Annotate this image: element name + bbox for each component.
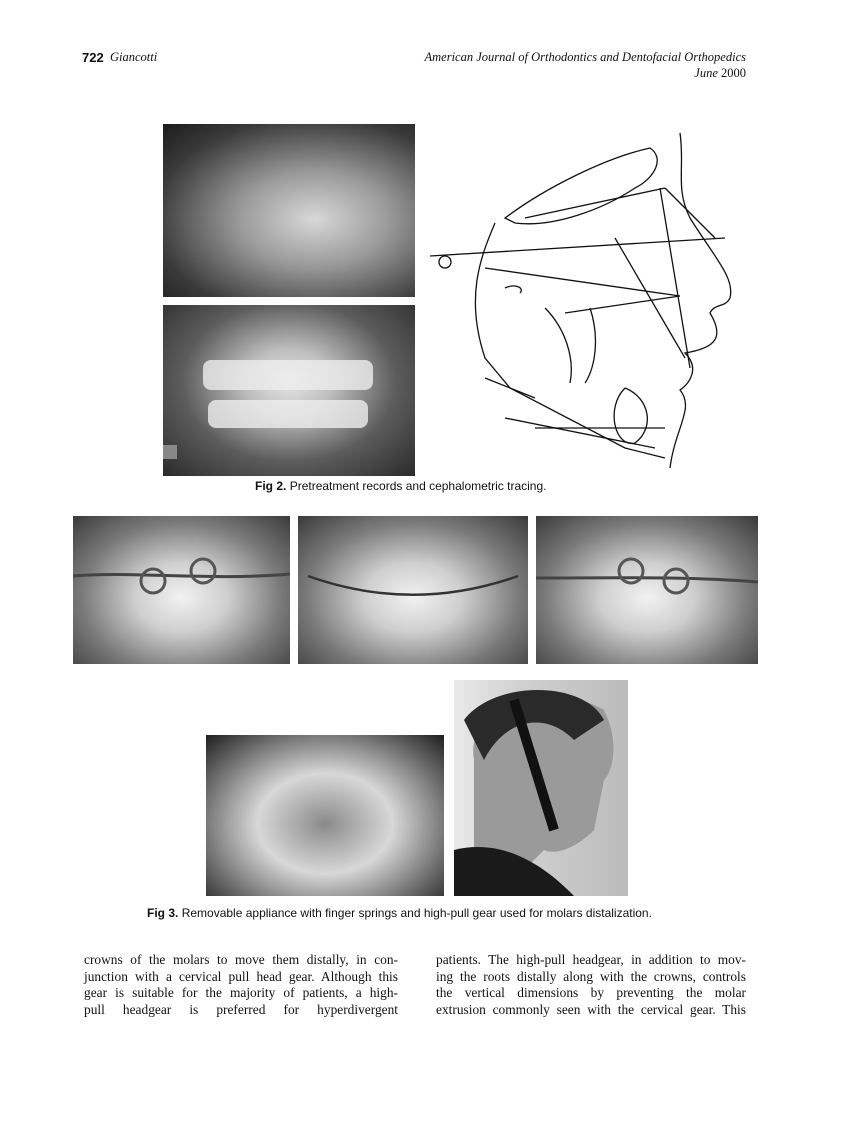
running-author: Giancotti bbox=[110, 50, 158, 64]
text-line: pull headgear is preferred for hyperdivergent bbox=[84, 1001, 398, 1017]
text-line: crowns of the molars to move them distally, in con- bbox=[84, 952, 398, 967]
frontal-photo bbox=[298, 516, 528, 664]
body-right-column bbox=[436, 952, 746, 1018]
figure-2-label: Fig 2. bbox=[255, 479, 287, 493]
text-line: gear is suitable for the majority of patients, a high- bbox=[84, 985, 398, 1000]
issue-date bbox=[694, 66, 746, 81]
page-number: 722 bbox=[82, 50, 104, 65]
occlusal-photo bbox=[206, 735, 444, 896]
text-line: extrusion commonly seen with the cervical gear. This bbox=[436, 1001, 746, 1017]
figure-2-caption-text: Pretreatment records and cephalometric tracing. bbox=[289, 479, 547, 493]
panoramic-radiograph-image bbox=[163, 305, 415, 476]
figure-3-caption-text: Removable appliance with finger springs and high-pull gear used for molars distalization. bbox=[181, 906, 652, 920]
text-line: patients. The high-pull headgear, in addition to mov- bbox=[436, 952, 746, 967]
left-buccal-photo bbox=[536, 516, 758, 664]
right-buccal-photo bbox=[73, 516, 290, 664]
issue-year: 2000 bbox=[721, 66, 746, 80]
body-left-column bbox=[84, 952, 398, 1018]
text-line: junction with a cervical pull head gear. Although this bbox=[84, 968, 398, 984]
issue-month: June bbox=[694, 66, 718, 80]
teeth-rows-graphic bbox=[163, 305, 415, 476]
cephalometric-tracing bbox=[425, 128, 745, 476]
text-line: ing the roots distally along with the crowns, controls bbox=[436, 968, 746, 984]
profile-headgear-photo bbox=[454, 680, 628, 896]
marker-icon bbox=[163, 445, 177, 459]
journal-title: American Journal of Orthodontics and Dentofacial Orthopedics bbox=[424, 50, 746, 64]
text-line: the vertical dimensions by preventing the molar bbox=[436, 985, 746, 1000]
lateral-cephalogram-image bbox=[163, 124, 415, 297]
figure-2-caption bbox=[255, 479, 546, 493]
figure-3-label: Fig 3. bbox=[147, 906, 179, 920]
figure-3-caption bbox=[147, 906, 652, 920]
